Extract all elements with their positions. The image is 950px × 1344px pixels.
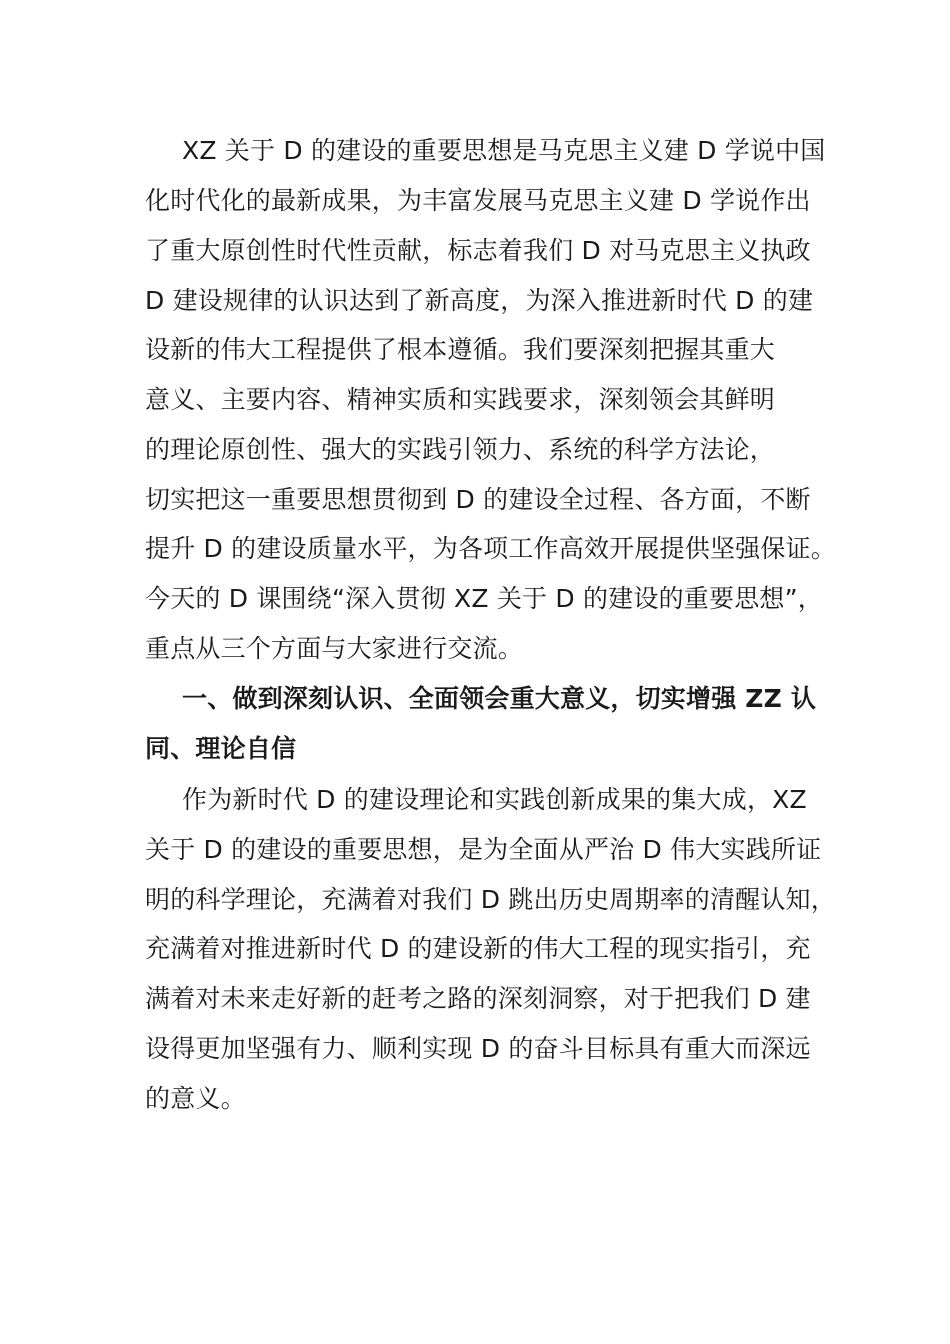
- paragraph-1-line-9: 提升 D 的建设质量水平，为各项工作高效开展提供坚强保证。: [145, 534, 836, 563]
- section-heading-line-1: 一、做到深刻认识、全面领会重大意义，切实增强 ZZ 认: [182, 684, 817, 713]
- paragraph-1-line-11: 重点从三个方面与大家进行交流。: [145, 634, 524, 663]
- paragraph-1-line-10: 今天的 D 课围绕“深入贯彻 XZ 关于 D 的建设的重要思想”，: [145, 584, 823, 613]
- paragraph-2-line-6: 设得更加坚强有力、顺利实现 D 的奋斗目标具有重大而深远: [145, 1034, 811, 1063]
- paragraph-2-line-5: 满着对未来走好新的赶考之路的深刻洞察，对于把我们 D 建: [145, 984, 811, 1013]
- paragraph-1-line-7: 的理论原创性、强大的实践引领力、系统的科学方法论，: [145, 435, 776, 464]
- paragraph-1-line-8: 切实把这一重要思想贯彻到 D 的建设全过程、各方面，不断: [145, 485, 811, 514]
- paragraph-2-line-4: 充满着对推进新时代 D 的建设新的伟大工程的现实指引，充: [145, 934, 811, 963]
- paragraph-1-line-2: 化时代化的最新成果，为丰富发展马克思主义建 D 学说作出: [145, 186, 811, 215]
- paragraph-2-line-1: 作为新时代 D 的建设理论和实践创新成果的集大成，XZ: [182, 785, 807, 814]
- paragraph-2-line-7: 的意义。: [145, 1084, 246, 1113]
- paragraph-1-line-3: 了重大原创性时代性贡献，标志着我们 D 对马克思主义执政: [145, 236, 811, 265]
- paragraph-1-line-5: 设新的伟大工程提供了根本遵循。我们要深刻把握其重大: [145, 335, 776, 364]
- paragraph-1-line-6: 意义、主要内容、精神实质和实践要求，深刻领会其鲜明: [145, 385, 776, 414]
- paragraph-1-line-4: D 建设规律的认识达到了新高度，为深入推进新时代 D 的建: [145, 286, 814, 315]
- paragraph-1-line-1: XZ 关于 D 的建设的重要思想是马克思主义建 D 学说中国: [182, 136, 826, 165]
- paragraph-2-line-2: 关于 D 的建设的重要思想，是为全面从严治 D 伟大实践所证: [145, 835, 822, 864]
- section-heading-line-2: 同、理论自信: [145, 734, 297, 763]
- paragraph-2-line-3: 明的科学理论，充满着对我们 D 跳出历史周期率的清醒认知，: [145, 885, 836, 914]
